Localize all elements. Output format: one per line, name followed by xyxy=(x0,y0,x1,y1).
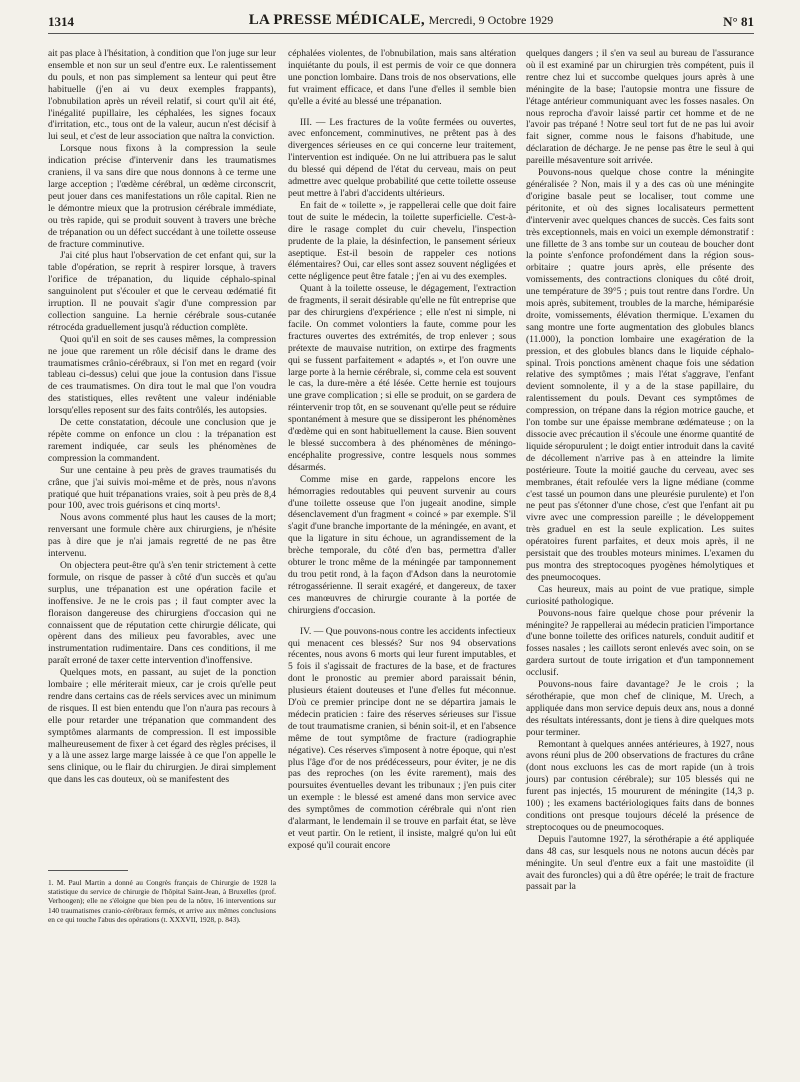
running-title xyxy=(48,12,754,29)
paragraph: Pouvons-nous faire davantage? Je le crois ; la sérothérapie, que mon chef de clinique, M. Urech, a appliquée dans mon service depuis deux ans, nous a donné des résultats intéressants, dont je tiens à dire quelques mots pour terminer. xyxy=(526,679,754,738)
paragraph: Cas heureux, mais au point de vue pratique, simple curiosité pathologique. xyxy=(526,583,754,607)
paragraph: Nous avons commenté plus haut les causes de la mort; renversant une formule chère aux chirurgiens, je n'hésite pas à dire que je n'ai jamais regretté de ne pas être intervenu. xyxy=(48,512,276,560)
paragraph: De cette constatation, découle une conclusion que je répète comme on enfonce un clou : la trépanation est rarement indiquée, car seuls les phénomènes de compression la commandent. xyxy=(48,417,276,464)
section-paragraph: IV. — Que pouvons-nous contre les accidents infectieux qui menacent ces blessés? Sur nos 94 observations récentes, nous avons 6 morts qui leur furent imputables, et 5 fois il s'agissait de fractures de la base, et de fractures dont le pronostic au premier abord paraissait bénin, plusieurs étaient douteuses et l'une d'elles fut méconnue. D'où ce premier principe dont ne se départira jamais le médecin praticien : faire des réserves sérieuses sur l'issue de tout traumatisme cranien, si bénin soit-il, et en l'absence même de tout symptôme de fracture (radiographie négative). Ces réserves s'imposent à notre époque, qui n'est plus l'âge d'or de nos prédécesseurs, pour éviter, je ne dis pas des reproches (on les évite rarement), mais des poursuites éventuelles devant les tribunaux ; j'en puis citer un exemple : le blessé est amené dans mon service avec des symptômes de commotion cérébrale qui n'ont rien d'alarmant, le lendemain il se trouve en parfait état, se lève et veut partir. On le retient, il insiste, malgré qu'on lui eût exposé qu'il courait encore xyxy=(288,625,516,851)
column-1 xyxy=(48,48,276,786)
footnote-rule xyxy=(48,870,128,871)
page-number: 1314 xyxy=(48,14,74,29)
paragraph: Depuis l'automne 1927, la sérothérapie a été appliquée dans 48 cas, sur lesquels nous ne notons aucun décès par méningite. Un seul d'entre eux a fait une mastoïdite (il avait des furoncles) qui a dû être opérée; le trait de fracture passait par la xyxy=(526,833,754,893)
column-2 xyxy=(288,48,516,852)
paragraph: Pouvons-nous quelque chose contre la méningite généralisée ? Non, mais il y a des cas où une méningite d'origine basale peut se localiser, tout comme une péritonite, et où des signes localisateurs permettent d'intervenir avec quelques chances de succès. Ces faits sont très exceptionnels, mais en voici un exemple démonstratif : une fillette de 3 ans tombe sur un couteau de boucher dont la pointe s'enfonce profondément dans la région sous-orbitaire ; quatre jours après, elle présente des vomissements, des contractions cloniques du côté droit, une température de 39°5 ; puis tout rentre dans l'ordre. Un mois après, subitement, troubles de la marche, hémiparésie droite, vomissements, élévation thermique. L'examen du sang montre une forte augmentation des globules blancs (11.000), la ponction lombaire une exagération de la pression, et des globules blancs dans le liquide céphalo-spinal. Trois ponctions amènent chaque fois une sédation relative des symptômes ; mais l'état s'aggrave, l'enfant devient somnolente, il y a de la stase papillaire, du ralentissement du pouls. Devant ces symptômes de compression, on trépane dans la région motrice gauche, et l'on tombe sur une épaisse membrane œdémateuse ; on la dissocie avec précaution il s'écoule une énorme quantité de liquide séropurulent ; le doigt entier introduit dans la cavité de décollement n'arrive pas à en atteindre la limite postérieure. Toute la moitié gauche du cerveau, avec ses membranes, était refoulée vers la ligne médiane (comme c'est tassé un poumon dans une pleurésie purulente) et l'on ne peut pas s'étonner d'une chose, c'est que l'enfant ait pu vivre avec une compression pareille ; le développement très graduel en est la seule explication. Les suites opératoires furent parfaites, et deux mois après, il ne persistait que des troubles moteurs minimes. L'examen du pus montra des streptocoques pyogènes hémolytiques et des pneumocoques. xyxy=(526,167,754,583)
issue-date: Mercredi, 9 Octobre 1929 xyxy=(428,13,554,27)
paragraph: Comme mise en garde, rappelons encore les hémorragies redoutables qui peuvent survenir au cours d'une toilette osseuse que l'on jugeait anodine, simple désenclavement d'un fragment « coincé » par exemple. S'il s'agit d'une branche importante de la méningée, en avant, et que la ligature in situ échoue, un agrandissement de la brèche temporale, du côté d'en bas, permettra d'aller obturer le tronc même de la méningée par tamponnement du trou petit rond, à la façon d'Adson dans la neurotomie rétrogassérienne. Il serait exagéré, et dangereux, de taxer ces manœuvres de chirurgie courante à la portée de chirurgiens d'occasion. xyxy=(288,473,516,616)
paragraph: quelques dangers ; il s'en va seul au bureau de l'assurance où il est examiné par un chirurgien très compétent, puis il rentre chez lui et succombe quelques jours après à une méningite de la base; l'autopsie montra une fissure de l'étage antérieur communiquant avec les fosses nasales. On nous reprocha d'avoir laissé partir cet homme et de ne l'avoir pas trépané ! Notre seul tort fut de ne pas lui avoir fait signer, comme nous le faisons d'habitude, une déclaration de décharge. Je ne pense pas être le seul à qui pareille mésaventure soit arrivée. xyxy=(526,48,754,167)
column-3 xyxy=(526,48,754,893)
page-header xyxy=(48,9,754,34)
footnote: 1. M. Paul Martin a donné au Congrès français de Chirurgie de 1928 la statistique du service de chirurgie de l'hôpital Saint-Jean, à Bruxelles (prof. Verhoogen); elle ne s'éloigne que bien peu de la nôtre, 16 interventions sur 140 traumatismes cranio-cérébraux fermés, et arrive aux mêmes conclusions en ce qui touche l'abus des opérations (t. XXXVII, 1928, p. 843). xyxy=(48,878,276,924)
paragraph: Remontant à quelques années antérieures, à 1927, nous avons réuni plus de 200 observations de fractures du crâne (dont nous excluons les cas de mort rapide (un à trois jours) par contusion cérébrale); sur 105 blessés qui ne furent pas injectés, 15 moururent de méningite (14,3 p. 100) ; les examens bactériologiques faits dans de bonnes conditions ont presque toujours décelé la présence de streptocoques ou de pneumocoques. xyxy=(526,738,754,833)
paragraph: Quoi qu'il en soit de ses causes mêmes, la compression ne joue que rarement un rôle décisif dans le drame des traumatismes crânio-cérébraux, si l'on met en regard (voir tableau ci-dessus) celui que joue la contusion dans l'issue de ces traumatismes. On dira tout le mal que l'on voudra des statistiques, elles revêtent une valeur indéniable lorsqu'elles reposent sur des faits contrôlés, les autopsies. xyxy=(48,333,276,417)
paragraph: J'ai cité plus haut l'observation de cet enfant qui, sur la table d'opération, se reprit à respirer lorsque, à travers l'orifice de trépanation, du liquide céphalo-spinal sanguinolent put s'écouler et que le cerveau œdématié fit irruption. Il ne pouvait s'agir d'une compression par collection sanguine. La hernie cérébrale sous-cutanée rétrocéda graduellement jusqu'à réduction complète. xyxy=(48,250,276,333)
section-paragraph: III. — Les fractures de la voûte fermées ou ouvertes, avec enfoncement, comminutives, ne prêtent pas à des divergences sérieuses en ce qui concerne leur traitement, l'intervention est indiquée. On ne lui attribuera pas le salut du blessé qui dépend de l'état du cerveau, mais on peut admettre avec quelque probabilité que cette toilette osseuse peut mettre à l'abri d'accidents ultérieurs. xyxy=(288,116,516,199)
paragraph: Pouvons-nous faire quelque chose pour prévenir la méningite? Je rappellerai au médecin praticien l'importance d'une bonne toilette des orifices naturels, conduit auditif et fosses nasales ; les caillots seront enlevés avec soin, on se gardera surtout de toute irrigation et d'un tamponnement occlusif. xyxy=(526,607,754,679)
paragraph: Quant à la toilette osseuse, le dégagement, l'extraction de fragments, il serait désirable qu'elle ne fût entreprise que par des chirurgiens d'expérience ; elle n'est ni simple, ni facile. On commet volontiers la faute, comme pour les fractures ouvertes des extrémités, de trop enlever ; sous prétexte de mauvaise nutrition, on extirpe des fragments qui se fussent parfaitement « adaptés », et l'on ouvre une large porte à la hernie cérébrale, si, comme cela est souvent le cas, la dure-mère a été lésée. Cette hernie est toujours une grave complication ; si elle se produit, on se gardera de réintervenir trop tôt, en se souvenant qu'elle peut se réduire spontanément à mesure que se dissiperont les phénomènes d'œdème qui en sont habituellement la cause. Bien souvent le blessé succombera à des phénomènes de méningo-encéphalite progressive, contre lesquels nous sommes désarmés. xyxy=(288,283,516,473)
paragraph: Sur une centaine à peu près de graves traumatisés du crâne, que j'ai suivis moi-même et de près, nous n'avons pratiqué que huit trépanations vraies, soit à peu près de 8,4 pour 100, avec trois guérisons et cinq morts¹. xyxy=(48,464,276,512)
issue-number: N° 81 xyxy=(723,14,754,29)
paragraph: ait pas place à l'hésitation, à condition que l'on juge sur leur ensemble et non sur un seul d'entre eux. Le ralentissement du pouls, et non pas simplement sa lenteur qui peut être habituelle (j'en ai vu deux exemples frappants), l'obnubilation après un réveil relatif, si court qu'il ait été, l'inégalité pupillaire, les céphalées, les signes focaux d'irritation, etc., tous ont de la valeur, aucun n'est décisif à lui seul, et c'est de leur association que naîtra la conviction. xyxy=(48,48,276,143)
journal-name: LA PRESSE MÉDICALE, xyxy=(248,12,425,28)
paragraph: Lorsque nous fixons à la compression la seule indication précise d'intervenir dans les traumatismes craniens, il va sans dire que nous donnons à ce terme une large acception ; l'œdème cérébral, un œdème circonscrit, peut jouer dans ces manifestations un rôle capital. Rien ne le démontre mieux que la protrusion cérébrale immédiate, ou très rapide, qui se produit souvent à travers une brèche de trépanation ou un défect succédant à une toilette osseuse de fracture comminutive. xyxy=(48,143,276,250)
paragraph: Quelques mots, en passant, au sujet de la ponction lombaire ; elle mériterait mieux, car je crois qu'elle peut rendre dans certains cas de réels services avec un minimum de risques. Il est bien entendu que l'on n'aura pas recours à elle pour retarder une trépanation que commandent des symptômes alarmants de compression. Il est impossible malheureusement de fixer à cet égard des règles précises, il y a là une assez large marge laissée à ce que l'on appelle le sens clinique, ou le flair du chirurgien. Je dirai simplement que dans les cas douteux, où se manifestent des xyxy=(48,667,276,786)
paragraph: céphalées violentes, de l'obnubilation, mais sans altération inquiétante du pouls, il est permis de voir ce que donnera une ponction lombaire. Dans trois de nos observations, elle fut vraiment efficace, et dans l'une d'elles il semble bien qu'elle a évité au blessé une trépanation. xyxy=(288,48,516,107)
paragraph: On objectera peut-être qu'à s'en tenir strictement à cette formule, on risque de passer à côté d'un succès et qu'au surplus, une trépanation est une opération facile et inoffensive. Je ne le crois pas ; il faut compter avec la floraison dangereuse des chirurgiens d'occasion qui ne connaissent que de réputation cette chirurgie délicate, qui opèrent dans des milieux peu favorables, avec une instrumentation rudimentaire. Dans ces conditions, il me paraît erroné de taxer cette intervention d'inoffensive. xyxy=(48,559,276,667)
paragraph: En fait de « toilette », je rappellerai celle que doit faire tout de suite le médecin, la toilette superficielle. C'est-à-dire le rasage complet du cuir chevelu, l'inspection prudente de la plaie, la désinfection, le pansement sérieux aseptique. Est-il besoin de rappeler ces notions élémentaires? Oui, car elles sont assez souvent négligées et cette négligence peut être fatale ; j'en ai vu des exemples. xyxy=(288,199,516,283)
